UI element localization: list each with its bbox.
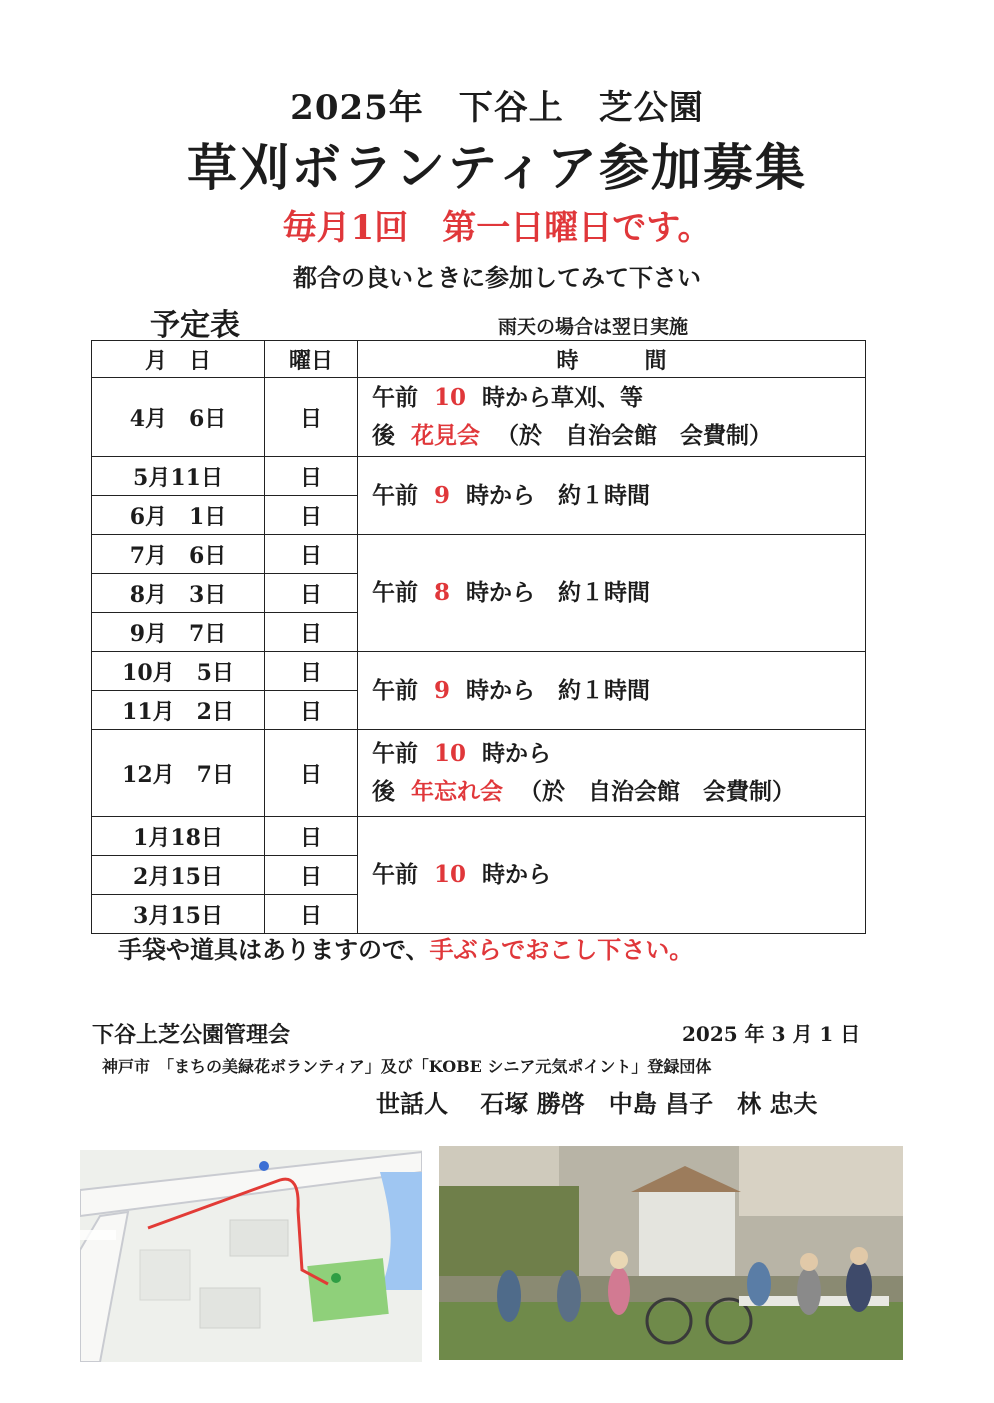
time-highlight: 10 [434,861,467,888]
time-cell [358,457,866,535]
time-highlight: 10 [434,740,467,767]
time-line [372,856,865,894]
day-cell: 日 [265,652,358,691]
time-suffix: 時から 約１時間 [466,579,651,606]
time-suffix: 時から 約１時間 [466,481,651,509]
table-row [92,730,866,817]
bring-nothing-note [118,930,693,965]
registry-text: 神戸市 「まちの美緑花ボランティア」及び「KOBE シニア元気ポイント」登録団体 [102,1057,712,1076]
time-suffix: 時から [482,861,552,888]
time-suffix: （於 自治会館 会費制） [519,778,796,805]
time-highlight: 年忘れ会 [411,778,504,805]
header-day: 曜日 [265,341,358,378]
day-cell: 日 [265,691,358,730]
header-time: 時 間 [358,341,866,378]
schedule-label: 予定表 [150,308,240,343]
time-prefix: 午前 [372,740,418,767]
time-line [372,735,865,773]
note-red: 手ぶらでおこし下さい。 [429,935,694,964]
time-highlight: 10 [434,384,467,411]
time-suffix: 時から 約１時間 [466,676,651,704]
time-suffix: 時から草刈、等 [482,384,644,411]
park-map [80,1150,422,1362]
day-cell: 日 [265,856,358,895]
table-row [92,817,866,856]
time-cell [358,817,866,934]
date-cell: 10月 5日 [92,652,265,691]
time-highlight: 9 [434,481,451,509]
frequency-heading: 毎月1回 第一日曜日です。 [282,208,712,248]
date-cell: 1月18日 [92,817,265,856]
day-cell: 日 [265,457,358,496]
year-location-heading: 2025年 下谷上 芝公園 [290,88,704,128]
time-cell [358,652,866,730]
time-cell [358,535,866,652]
date-cell: 8月 3日 [92,574,265,613]
time-line [372,574,865,612]
date-cell: 6月 1日 [92,496,265,535]
time-highlight: 花見会 [411,422,481,449]
date-cell: 11月 2日 [92,691,265,730]
time-prefix: 午前 [372,861,418,888]
date-cell: 2月15日 [92,856,265,895]
day-cell: 日 [265,496,358,535]
time-line [372,477,865,515]
date-cell: 5月11日 [92,457,265,496]
date-cell: 12月 7日 [92,730,265,817]
time-line [372,417,865,455]
table-row [92,652,866,691]
day-cell: 日 [265,817,358,856]
table-row [92,457,866,496]
date-cell: 9月 7日 [92,613,265,652]
time-line [372,672,865,710]
time-line [372,379,865,417]
note-black: 手袋や道具はありますので、 [118,935,430,964]
volunteer-photo [439,1146,903,1360]
invite-text: 都合の良いときに参加してみて下さい [293,263,701,292]
caretakers: 世話人 石塚 勝啓 中島 昌子 林 忠夫 [376,1089,818,1118]
header-date: 月 日 [92,341,265,378]
table-row [92,378,866,457]
time-cell [358,730,866,817]
time-highlight: 8 [434,579,451,606]
day-cell: 日 [265,574,358,613]
time-prefix: 午前 [372,384,418,411]
organization-name: 下谷上芝公園管理会 [92,1022,291,1048]
date-cell: 4月 6日 [92,378,265,457]
page-title: 草刈ボランティア参加募集 [187,138,807,197]
date-cell: 3月15日 [92,895,265,934]
time-prefix: 午前 [372,481,418,509]
date-cell: 7月 6日 [92,535,265,574]
schedule-table [91,340,866,934]
table-header-row [92,341,866,378]
time-prefix: 午前 [372,676,418,704]
day-cell: 日 [265,895,358,934]
time-prefix: 後 [372,778,395,805]
day-cell: 日 [265,730,358,817]
time-suffix: （於 自治会館 会費制） [496,422,773,449]
time-cell [358,378,866,457]
day-cell: 日 [265,378,358,457]
rain-note: 雨天の場合は翌日実施 [498,316,689,338]
time-highlight: 9 [434,676,451,704]
time-prefix: 後 [372,422,395,449]
time-line [372,773,865,811]
day-cell: 日 [265,535,358,574]
time-prefix: 午前 [372,579,418,606]
time-suffix: 時から [482,740,552,767]
table-row [92,535,866,574]
issue-date: 2025 年 3 月 1 日 [682,1022,861,1046]
day-cell: 日 [265,613,358,652]
